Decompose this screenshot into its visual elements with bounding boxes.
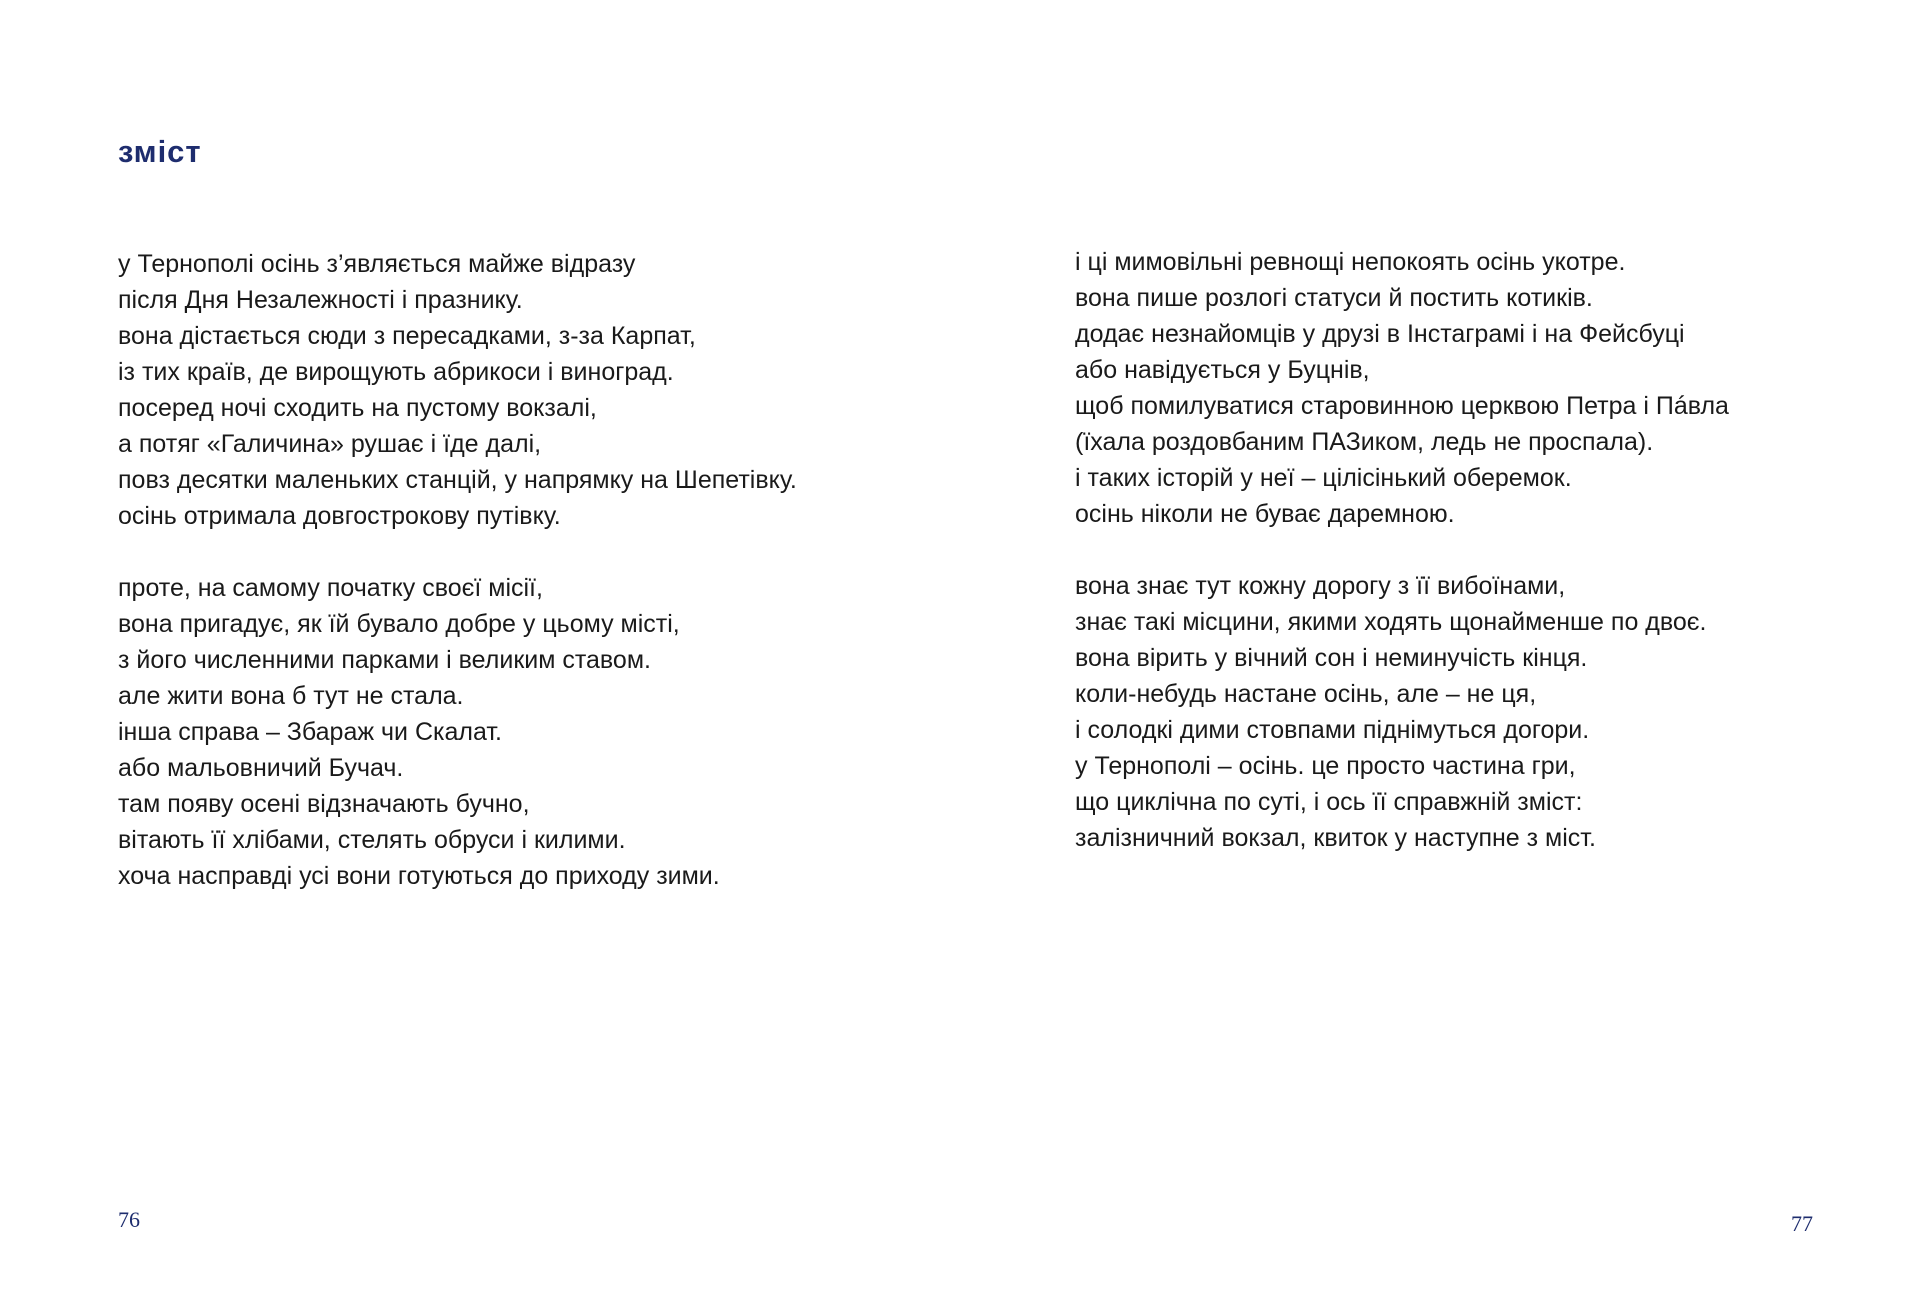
poem-line: що циклічна по суті, і ось її справжній зміст: [1075, 788, 1583, 816]
poem-line: посеред ночі сходить на пустому вокзалі, [118, 394, 597, 422]
poem-line: у Тернополі – осінь. це просто частина гри, [1075, 752, 1576, 780]
poem-line: або мальовничий Бучач. [118, 754, 404, 782]
stanza-1 [118, 246, 797, 534]
poem-line: проте, на самому початку своєї місії, [118, 574, 543, 602]
poem-line: осінь ніколи не буває даремною. [1075, 500, 1455, 528]
stanza-4 [1075, 568, 1729, 856]
poem-line: інша справа – Збараж чи Скалат. [118, 718, 502, 746]
poem-line: вона вірить у вічний сон і неминучість кінця. [1075, 644, 1588, 672]
poem-line: коли-небудь настане осінь, але – не ця, [1075, 680, 1537, 708]
poem-line: вона знає тут кожну дорогу з її вибоїнами, [1075, 572, 1566, 600]
stanza-3 [1075, 244, 1729, 532]
poem-line: а потяг «Галичина» рушає і їде далі, [118, 430, 542, 458]
poem-line: і солодкі дими стовпами піднімуться догори. [1075, 716, 1590, 744]
poem-line: вона дістається сюди з пересадками, з-за Карпат, [118, 322, 696, 350]
poem-line: у Тернополі осінь з’являється майже відразу [118, 250, 636, 278]
poem-line: або навідується у Буцнів, [1075, 356, 1370, 384]
poem-line: хоча насправді усі вони готуються до приходу зими. [118, 862, 720, 890]
poem-line: але жити вона б тут не стала. [118, 682, 464, 710]
poem-line: додає незнайомців у друзі в Інстаграмі і на Фейсбуці [1075, 320, 1685, 348]
poem-line: знає такі місцини, якими ходять щонайменше по двоє. [1075, 608, 1707, 636]
poem-line: повз десятки маленьких станцій, у напрямку на Шепетівку. [118, 466, 797, 494]
poem-line: (їхала роздовбаним ПАЗиком, ледь не проспала). [1075, 428, 1654, 456]
poem-title: зміст [118, 134, 202, 169]
page-number-right: 77 [1791, 1211, 1813, 1236]
poem-line: і таких історій у неї – цілісінький оберемок. [1075, 464, 1572, 492]
poem-line: вона пише розлогі статуси й постить котиків. [1075, 284, 1593, 312]
left-page-poem-column [118, 246, 797, 894]
poem-line: із тих країв, де вирощують абрикоси і виноград. [118, 358, 674, 386]
poem-line: і ці мимовільні ревнощі непокоять осінь укотре. [1075, 248, 1626, 276]
page-number-left: 76 [118, 1207, 140, 1232]
right-page-poem-column [1075, 244, 1729, 856]
poem-line: після Дня Незалежності і празнику. [118, 286, 523, 314]
poem-line: там появу осені відзначають бучно, [118, 790, 530, 818]
poem-line: осінь отримала довгострокову путівку. [118, 502, 561, 530]
poem-line: з його численними парками і великим ставом. [118, 646, 651, 674]
poem-line: вона пригадує, як їй бувало добре у цьому місті, [118, 610, 680, 638]
poem-line: вітають її хлібами, стелять обруси і килими. [118, 826, 626, 854]
stanza-2 [118, 570, 797, 894]
poem-line: щоб помилуватися старовинною церквою Петра і Пáвла [1075, 392, 1729, 420]
poem-line: залізничний вокзал, квиток у наступне з міст. [1075, 824, 1596, 852]
